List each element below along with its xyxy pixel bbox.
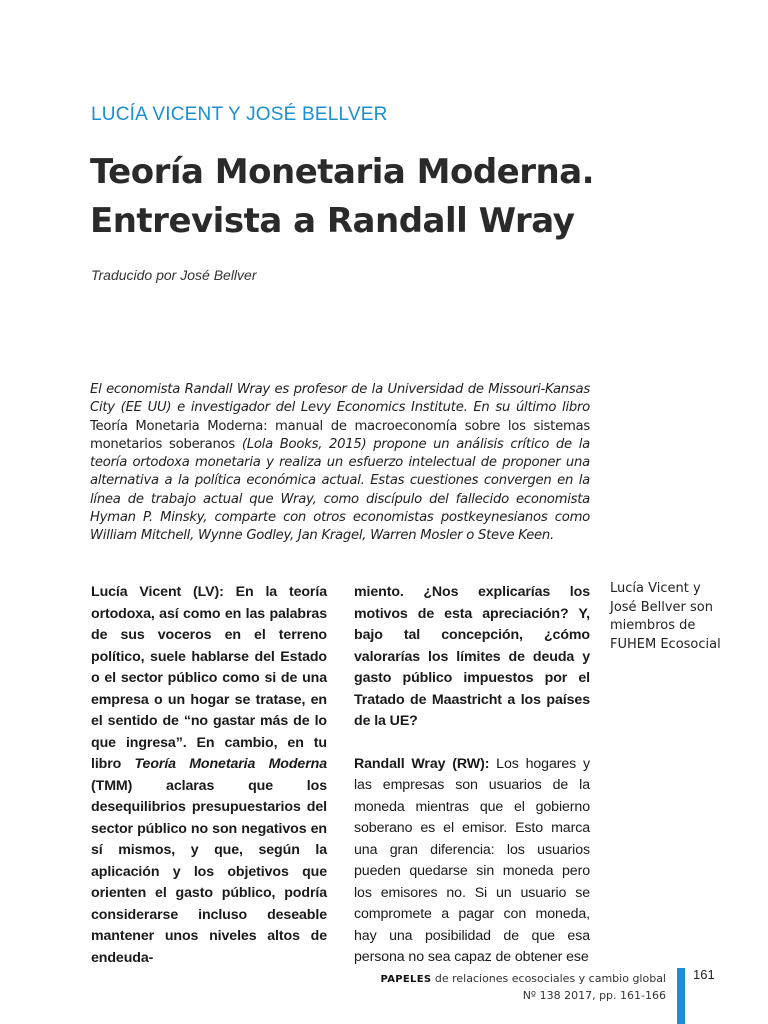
title-line-1: Teoría Monetaria Moderna. [90, 152, 595, 192]
journal-footer [381, 971, 666, 1004]
sidenote-line: miembros de [610, 618, 696, 633]
translator-credit: Traducido por José Bellver [91, 267, 257, 283]
sidenote-line: José Bellver son [610, 599, 713, 615]
sidenote-line: FUHEM Ecosocial [610, 636, 721, 652]
abstract-book-title: Teoría Monetaria Moderna: manual de macroeconomía sobre los sistemas monetarios soberanos [90, 418, 590, 452]
abstract-part-1: El economista Randall Wray es profesor de la Universidad de Missouri-Kansas City (EE UU) e investigador del Levy Economics Institute. En su último libro [90, 382, 590, 416]
question-text-rest: (TMM) aclaras que los desequilibrios presupuestarios del sector público no son negativos en sí mismos, y que, según la aplicación y los objetivos que orienten el gasto público, podría considerarse incluso deseable mantener unos niveles altos de endeuda- [91, 777, 327, 966]
article-authors: LUCÍA VICENT Y JOSÉ BELLVER [91, 104, 388, 125]
answer-text: Los hogares y las empresas son usuarios de la moneda mientras que el gobierno soberano es el emisor. Esto marca una gran diferencia: los usuarios pueden quedarse sin moneda pero los emisores no. Si un usuario se compromete a pagar con moneda, hay una posibilidad de que esa persona no sea capaz de obtener ese [354, 755, 590, 965]
article-title [90, 148, 730, 246]
answer-speaker: Randall Wray (RW): [354, 755, 490, 772]
sidenote-line: Lucía Vicent y [610, 581, 701, 596]
title-line-2: Entrevista a Randall Wray [90, 201, 575, 241]
question-continued-text: miento. ¿Nos explicarías los motivos de esta apreciación? Y, bajo tal concepción, ¿cómo valorarías los límites de deuda y gasto público impuestos por el Tratado de Maastricht a los países de la UE? [354, 584, 590, 729]
author-sidenote [610, 580, 740, 654]
body-column-1 [91, 582, 327, 969]
question-book-title: Teoría Monetaria Moderna [134, 756, 327, 772]
interview-question-1-continued [354, 582, 590, 733]
interview-answer-1 [354, 754, 590, 969]
abstract-part-2: (Lola Books, 2015) propone un análisis crítico de la teoría ortodoxa monetaria y realiza un esfuerzo intelectual de proponer una alternativa a la política económica actual. Estas cuestiones convergen en la línea de trabajo actual que Wray, como discípulo del fallecido economista Hyman P. Minsky, comparte con otros economistas postkeynesianos como William Mitchell, Wynne Godley, Jan Kragel, Warren Mosler o Steve Keen. [90, 436, 591, 544]
body-column-2 [354, 582, 590, 969]
footer-accent-bar [677, 968, 685, 1024]
journal-brand: PAPELES [380, 974, 432, 985]
question-text: Lucía Vicent (LV): En la teoría ortodoxa, así como en las palabras de sus voceros en el terreno político, suele hablarse del Estado o el sector público como si de una empresa o un hogar se tratase, en el sentido de “no gastar más de lo que ingresa”. En cambio, en tu libro [91, 584, 327, 772]
journal-subtitle: de relaciones ecosociales y cambio global [431, 972, 666, 985]
abstract [90, 381, 590, 546]
issue-info: Nº 138 2017, pp. 161-166 [522, 989, 666, 1002]
interview-question-1 [91, 582, 327, 969]
page-number: 161 [693, 967, 715, 982]
